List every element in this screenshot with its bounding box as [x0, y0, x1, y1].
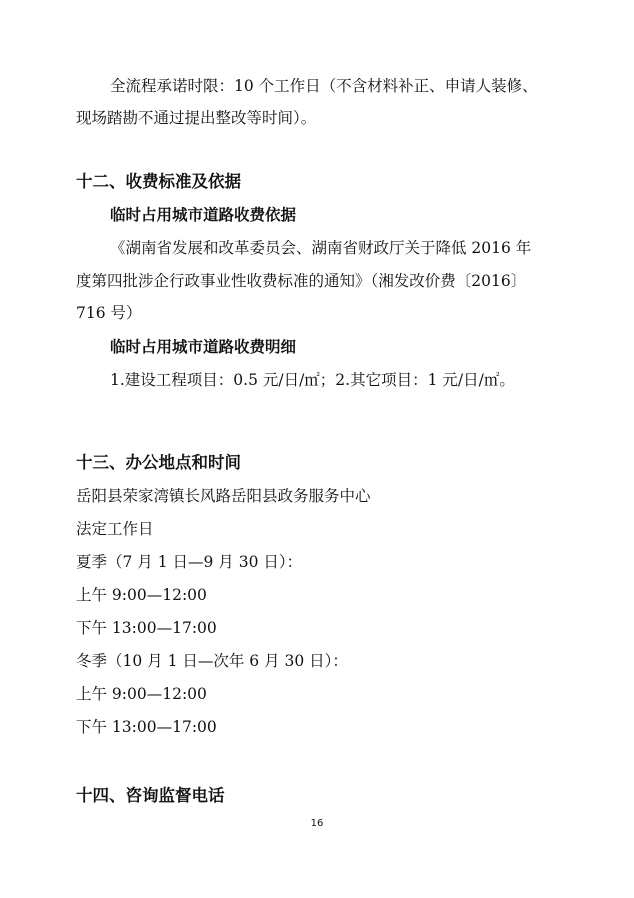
fee-detail-title: 临时占用城市道路收费明细: [110, 338, 297, 356]
summer-hours-label: 夏季（7 月 1 日—9 月 30 日）：: [76, 553, 303, 571]
summer-afternoon-hours: 下午 13:00—17:00: [76, 619, 217, 637]
timeline-text-line-1: 全流程承诺时限：10 个工作日（不含材料补正、申请人装修、: [110, 77, 538, 95]
section-13-heading: 十三、办公地点和时间: [76, 453, 241, 472]
section-14-heading: 十四、咨询监督电话: [76, 786, 225, 805]
winter-afternoon-hours: 下午 13:00—17:00: [76, 718, 217, 736]
workday-text: 法定工作日: [76, 520, 154, 538]
fee-basis-line-2: 度第四批涉企行政事业性收费标准的通知》（湘发改价费〔2016〕: [76, 272, 527, 290]
section-12-heading: 十二、收费标准及依据: [76, 172, 241, 191]
timeline-text-line-2: 现场踏勘不通过提出整改等时间）。: [76, 109, 317, 127]
winter-hours-label: 冬季（10 月 1 日—次年 6 月 30 日）：: [76, 652, 348, 670]
office-address: 岳阳县荣家湾镇长风路岳阳县政务服务中心: [76, 487, 371, 505]
fee-detail-line: 1.建设工程项目：0.5 元/日/㎡；2.其它项目：1 元/日/㎡。: [110, 371, 515, 389]
fee-basis-line-1: 《湖南省发展和改革委员会、湖南省财政厅关于降低 2016 年: [110, 239, 532, 257]
page-number: 16: [310, 818, 324, 829]
fee-basis-title: 临时占用城市道路收费依据: [110, 206, 297, 224]
summer-morning-hours: 上午 9:00—12:00: [76, 586, 207, 604]
winter-morning-hours: 上午 9:00—12:00: [76, 685, 207, 703]
fee-basis-line-3: 716 号）: [76, 304, 142, 322]
